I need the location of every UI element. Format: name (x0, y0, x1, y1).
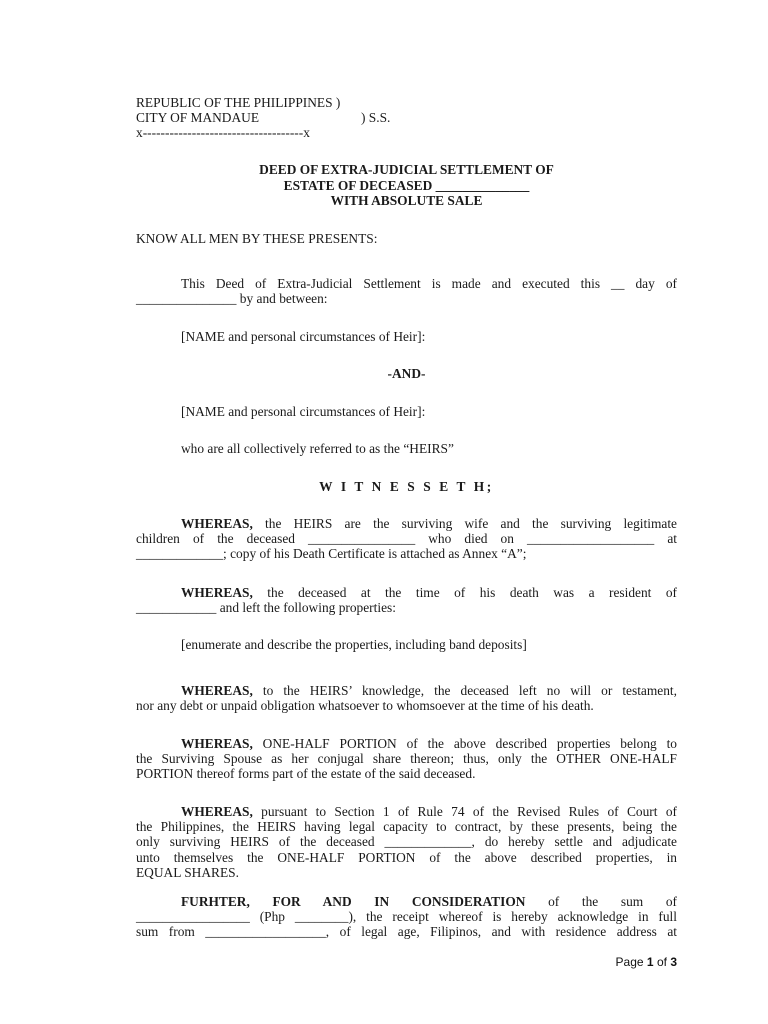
clause-5-line-2: the Philippines, the HEIRS having legal capacity to contract, by these presents, being the (136, 819, 677, 835)
further-line-1: FURHTER, FOR AND IN CONSIDERATION of the sum of (181, 894, 677, 909)
caption-line-republic: REPUBLIC OF THE PHILIPPINES ) (136, 95, 341, 110)
document-title-line-3: WITH ABSOLUTE SALE (330, 193, 483, 208)
caption-ss: ) S.S. (361, 110, 391, 125)
intro-line-2: _______________ by and between: (136, 291, 328, 307)
collective-reference: who are all collectively referred to as the “HEIRS” (181, 441, 454, 456)
clause-5-line-3: only surviving HEIRS of the deceased _____________, do hereby settle and adjudicate (136, 834, 677, 850)
page-number-footer (616, 955, 677, 970)
and-separator: -AND- (387, 366, 426, 381)
heir-2-placeholder: [NAME and personal circumstances of Heir]: (181, 404, 426, 419)
clause-5-line-1: WHEREAS, pursuant to Section 1 of Rule 74 of the Revised Rules of Court of (181, 804, 677, 819)
know-all-heading: KNOW ALL MEN BY THESE PRESENTS: (136, 231, 378, 246)
clause-2-line-2: ____________ and left the following properties: (136, 600, 396, 616)
caption-line-city: CITY OF MANDAUE (136, 110, 259, 125)
of-word: of (656, 955, 667, 969)
further-clause (136, 894, 677, 940)
clause-3-line-2: nor any debt or unpaid obligation whatsoever to whomsoever at the time of his death. (136, 698, 594, 714)
current-page-number: 1 (646, 955, 654, 969)
clause-5-line-5: EQUAL SHARES. (136, 864, 239, 880)
further-line-2: _________________ (Php ________), the receipt whereof is hereby acknowledge in full (136, 909, 677, 925)
clause-3-line-1: WHEREAS, to the HEIRS’ knowledge, the deceased left no will or testament, (181, 683, 677, 698)
page-word: Page (615, 955, 644, 969)
further-line-3: sum from __________________, of legal age, Filipinos, and with residence address at (136, 924, 677, 940)
further-label: FURHTER, FOR AND IN CONSIDERATION (181, 894, 526, 909)
heir-1-placeholder: [NAME and personal circumstances of Heir]: (181, 329, 426, 344)
caption-separator: x------------------------------------x (136, 125, 310, 140)
whereas-label: WHEREAS, (181, 804, 253, 819)
clause-1-line-3: _____________; copy of his Death Certificate is attached as Annex “A”; (136, 546, 527, 562)
whereas-clause-4 (136, 736, 677, 782)
clause-4-line-3: PORTION thereof forms part of the estate of the said deceased. (136, 766, 476, 782)
whereas-label: WHEREAS, (181, 585, 253, 600)
clause-1-line-1: WHEREAS, the HEIRS are the surviving wife and the surviving legitimate (181, 516, 677, 531)
whereas-label: WHEREAS, (181, 516, 253, 531)
whereas-clause-5 (136, 804, 677, 880)
intro-paragraph (136, 276, 677, 306)
whereas-clause-3 (136, 683, 677, 713)
intro-line-1: This Deed of Extra-Judicial Settlement is made and executed this __ day of (181, 276, 677, 291)
whereas-clause-2 (136, 585, 677, 615)
clause-5-line-4: unto themselves the ONE-HALF PORTION of the above described properties, in (136, 849, 677, 865)
whereas-label: WHEREAS, (181, 683, 253, 698)
whereas-clause-1 (136, 516, 677, 562)
clause-1-line-2: children of the deceased ________________ who died on ___________________ at (136, 531, 677, 547)
properties-placeholder: [enumerate and describe the properties, including band deposits] (181, 637, 527, 652)
whereas-label: WHEREAS, (181, 736, 253, 751)
witnesseth-heading: W I T N E S S E T H; (319, 479, 494, 494)
clause-4-line-1: WHEREAS, ONE-HALF PORTION of the above described properties belong to (181, 736, 677, 751)
clause-4-line-2: the Surviving Spouse as her conjugal share thereon; thus, only the OTHER ONE-HALF (136, 751, 677, 767)
clause-2-line-1: WHEREAS, the deceased at the time of his death was a resident of (181, 585, 677, 600)
document-title-line-1: DEED OF EXTRA-JUDICIAL SETTLEMENT OF (259, 162, 554, 177)
total-page-count: 3 (670, 955, 677, 969)
document-title-line-2: ESTATE OF DECEASED ______________ (283, 178, 530, 193)
